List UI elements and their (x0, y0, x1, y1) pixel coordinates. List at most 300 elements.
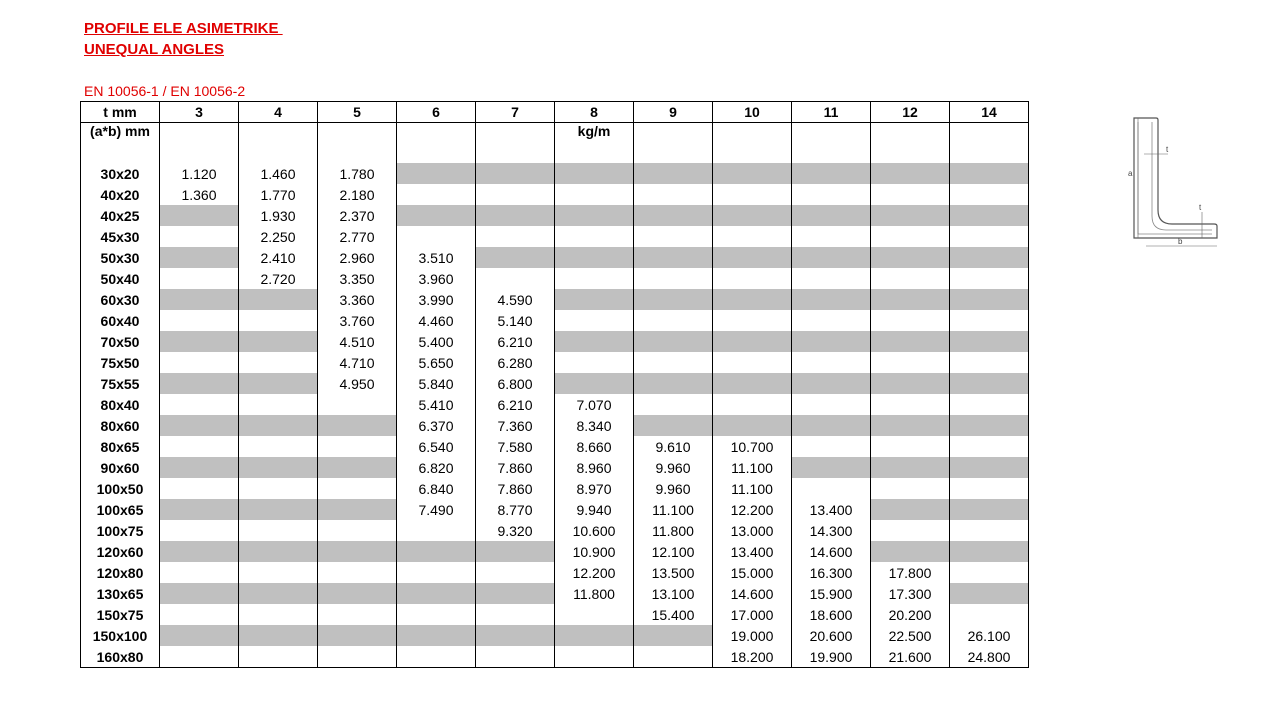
empty-cell (713, 205, 792, 226)
weight-cell: 14.300 (792, 520, 871, 541)
empty-cell (160, 205, 239, 226)
empty-cell (160, 247, 239, 268)
weight-cell: 8.970 (555, 478, 634, 499)
weight-cell: 6.840 (397, 478, 476, 499)
title-albanian: PROFILE ELE ASIMETRIKE (84, 20, 283, 37)
table-row (81, 436, 1029, 457)
empty-cell (871, 457, 950, 478)
weight-cell: 1.120 (160, 163, 239, 184)
weight-cell: 9.940 (555, 499, 634, 520)
weight-cell: 17.800 (871, 562, 950, 583)
empty-cell (476, 604, 555, 625)
empty-cell (160, 143, 239, 163)
thickness-column-header: 10 (713, 102, 792, 123)
empty-cell (634, 289, 713, 310)
empty-cell (160, 331, 239, 352)
empty-cell (318, 499, 397, 520)
empty-cell (239, 562, 318, 583)
weight-cell: 1.930 (239, 205, 318, 226)
empty-cell (160, 562, 239, 583)
empty-cell (792, 247, 871, 268)
weight-cell: 13.500 (634, 562, 713, 583)
empty-cell (792, 331, 871, 352)
empty-cell (634, 646, 713, 668)
empty-cell (160, 289, 239, 310)
empty-cell (160, 583, 239, 604)
empty-cell (871, 373, 950, 394)
empty-cell (950, 604, 1029, 625)
empty-cell (713, 310, 792, 331)
empty-cell (555, 352, 634, 373)
empty-cell (555, 373, 634, 394)
empty-cell (397, 541, 476, 562)
empty-cell (397, 163, 476, 184)
empty-cell (476, 583, 555, 604)
empty-cell (871, 123, 950, 144)
empty-cell (318, 415, 397, 436)
table-row (81, 457, 1029, 478)
weight-cell: 7.860 (476, 478, 555, 499)
weight-cell: 13.000 (713, 520, 792, 541)
empty-cell (476, 123, 555, 144)
empty-cell (871, 163, 950, 184)
weight-cell: 6.280 (476, 352, 555, 373)
empty-cell (476, 184, 555, 205)
empty-cell (713, 143, 792, 163)
row-size-label: 120x60 (81, 541, 160, 562)
weight-cell: 22.500 (871, 625, 950, 646)
thickness-column-header: 5 (318, 102, 397, 123)
empty-cell (397, 205, 476, 226)
title-english: UNEQUAL ANGLES (84, 41, 225, 58)
thickness-column-header: 12 (871, 102, 950, 123)
empty-cell (160, 373, 239, 394)
thickness-column-header: 8 (555, 102, 634, 123)
empty-cell (713, 331, 792, 352)
empty-cell (160, 268, 239, 289)
empty-cell (871, 143, 950, 163)
empty-cell (476, 625, 555, 646)
weight-cell: 8.660 (555, 436, 634, 457)
empty-cell (397, 226, 476, 247)
empty-cell (950, 457, 1029, 478)
row-size-label: 100x50 (81, 478, 160, 499)
empty-cell (160, 310, 239, 331)
empty-cell (950, 123, 1029, 144)
weight-cell: 11.100 (634, 499, 713, 520)
table-row (81, 289, 1029, 310)
weight-cell: 5.410 (397, 394, 476, 415)
thickness-column-header: 7 (476, 102, 555, 123)
empty-cell (871, 436, 950, 457)
empty-cell (950, 331, 1029, 352)
empty-cell (871, 268, 950, 289)
angle-profile-diagram (1124, 112, 1224, 252)
empty-cell (555, 604, 634, 625)
empty-cell (950, 562, 1029, 583)
empty-cell (792, 184, 871, 205)
empty-cell (397, 520, 476, 541)
empty-cell (555, 268, 634, 289)
empty-cell (871, 184, 950, 205)
table-row (81, 604, 1029, 625)
empty-cell (476, 268, 555, 289)
empty-cell (792, 163, 871, 184)
angle-inner-line (1138, 122, 1212, 234)
table-row (81, 646, 1029, 668)
empty-cell (871, 310, 950, 331)
unequal-angles-table (80, 101, 1029, 668)
empty-cell (318, 520, 397, 541)
empty-cell (713, 226, 792, 247)
empty-cell (634, 205, 713, 226)
empty-cell (160, 478, 239, 499)
row-size-label: 75x50 (81, 352, 160, 373)
empty-cell (792, 457, 871, 478)
empty-cell (160, 436, 239, 457)
table-row (81, 541, 1029, 562)
empty-cell (871, 331, 950, 352)
empty-cell (476, 247, 555, 268)
weight-cell: 8.960 (555, 457, 634, 478)
empty-cell (950, 394, 1029, 415)
spacer-row (81, 143, 1029, 163)
empty-cell (634, 310, 713, 331)
empty-cell (871, 205, 950, 226)
empty-cell (318, 541, 397, 562)
empty-cell (713, 415, 792, 436)
empty-cell (81, 143, 160, 163)
weight-cell: 20.600 (792, 625, 871, 646)
weight-cell: 5.650 (397, 352, 476, 373)
thickness-column-header: 14 (950, 102, 1029, 123)
empty-cell (239, 436, 318, 457)
weight-cell: 7.360 (476, 415, 555, 436)
row-size-label: 50x30 (81, 247, 160, 268)
empty-cell (318, 562, 397, 583)
thickness-column-header: 9 (634, 102, 713, 123)
empty-cell (634, 331, 713, 352)
empty-cell (792, 478, 871, 499)
weight-cell: 11.800 (634, 520, 713, 541)
empty-cell (239, 478, 318, 499)
empty-cell (713, 268, 792, 289)
empty-cell (792, 268, 871, 289)
weight-cell: 12.200 (713, 499, 792, 520)
empty-cell (713, 394, 792, 415)
row-size-label: 130x65 (81, 583, 160, 604)
empty-cell (160, 394, 239, 415)
weight-cell: 6.210 (476, 394, 555, 415)
label-t-right: t (1199, 203, 1202, 212)
empty-cell (871, 289, 950, 310)
empty-cell (160, 604, 239, 625)
empty-cell (713, 163, 792, 184)
empty-cell (950, 478, 1029, 499)
table-row (81, 625, 1029, 646)
weight-cell: 10.700 (713, 436, 792, 457)
weight-cell: 2.370 (318, 205, 397, 226)
weight-cell: 1.780 (318, 163, 397, 184)
empty-cell (871, 499, 950, 520)
weight-cell: 6.540 (397, 436, 476, 457)
weight-cell: 14.600 (713, 583, 792, 604)
weight-cell: 13.400 (792, 499, 871, 520)
empty-cell (634, 143, 713, 163)
table-row (81, 583, 1029, 604)
empty-cell (555, 226, 634, 247)
weight-cell: 13.400 (713, 541, 792, 562)
empty-cell (160, 415, 239, 436)
row-size-label: 50x40 (81, 268, 160, 289)
empty-cell (397, 143, 476, 163)
empty-cell (555, 247, 634, 268)
table-row (81, 415, 1029, 436)
weight-cell: 26.100 (950, 625, 1029, 646)
weight-cell: 6.370 (397, 415, 476, 436)
weight-cell: 17.300 (871, 583, 950, 604)
empty-cell (239, 625, 318, 646)
empty-cell (318, 583, 397, 604)
empty-cell (476, 226, 555, 247)
empty-cell (555, 289, 634, 310)
weight-cell: 3.760 (318, 310, 397, 331)
weight-cell: 4.590 (476, 289, 555, 310)
empty-cell (950, 247, 1029, 268)
weight-cell: 3.960 (397, 268, 476, 289)
empty-cell (160, 646, 239, 668)
empty-cell (239, 394, 318, 415)
empty-cell (476, 163, 555, 184)
weight-cell: 12.100 (634, 541, 713, 562)
weight-cell: 10.900 (555, 541, 634, 562)
weight-cell: 21.600 (871, 646, 950, 668)
empty-cell (792, 123, 871, 144)
empty-cell (950, 583, 1029, 604)
empty-cell (555, 143, 634, 163)
empty-cell (950, 226, 1029, 247)
empty-cell (397, 123, 476, 144)
row-size-label: 80x40 (81, 394, 160, 415)
weight-cell: 4.460 (397, 310, 476, 331)
empty-cell (239, 646, 318, 668)
weight-cell: 24.800 (950, 646, 1029, 668)
empty-cell (792, 415, 871, 436)
empty-cell (950, 499, 1029, 520)
row-size-label: 150x100 (81, 625, 160, 646)
empty-cell (713, 352, 792, 373)
empty-cell (792, 289, 871, 310)
table-row (81, 373, 1029, 394)
weight-cell: 1.360 (160, 184, 239, 205)
empty-cell (239, 331, 318, 352)
weight-cell: 4.710 (318, 352, 397, 373)
weight-cell: 7.580 (476, 436, 555, 457)
weight-cell: 17.000 (713, 604, 792, 625)
empty-cell (713, 373, 792, 394)
weight-cell: 12.200 (555, 562, 634, 583)
empty-cell (555, 331, 634, 352)
weight-cell: 1.770 (239, 184, 318, 205)
empty-cell (318, 394, 397, 415)
table-row (81, 247, 1029, 268)
empty-cell (792, 205, 871, 226)
weight-cell: 4.950 (318, 373, 397, 394)
thickness-label: t mm (81, 102, 160, 123)
empty-cell (318, 436, 397, 457)
empty-cell (239, 123, 318, 144)
weight-cell: 7.860 (476, 457, 555, 478)
empty-cell (555, 310, 634, 331)
angle-profile-outline (1134, 118, 1217, 238)
empty-cell (239, 520, 318, 541)
empty-cell (634, 184, 713, 205)
weight-cell: 6.210 (476, 331, 555, 352)
weight-cell: 15.000 (713, 562, 792, 583)
empty-cell (239, 373, 318, 394)
weight-cell: 15.900 (792, 583, 871, 604)
table-row (81, 163, 1029, 184)
empty-cell (160, 625, 239, 646)
weight-cell: 9.320 (476, 520, 555, 541)
thickness-column-header: 6 (397, 102, 476, 123)
empty-cell (160, 226, 239, 247)
empty-cell (950, 268, 1029, 289)
table-row (81, 226, 1029, 247)
table-row (81, 310, 1029, 331)
empty-cell (950, 352, 1029, 373)
weight-cell: 3.350 (318, 268, 397, 289)
weight-cell: 3.510 (397, 247, 476, 268)
weight-cell: 2.770 (318, 226, 397, 247)
weight-cell: 9.960 (634, 478, 713, 499)
empty-cell (792, 373, 871, 394)
empty-cell (397, 184, 476, 205)
empty-cell (634, 373, 713, 394)
empty-cell (634, 226, 713, 247)
table-row (81, 352, 1029, 373)
empty-cell (634, 163, 713, 184)
empty-cell (792, 394, 871, 415)
weight-cell: 18.200 (713, 646, 792, 668)
empty-cell (792, 310, 871, 331)
row-size-label: 90x60 (81, 457, 160, 478)
empty-cell (871, 415, 950, 436)
weight-cell: 5.400 (397, 331, 476, 352)
empty-cell (476, 143, 555, 163)
empty-cell (634, 625, 713, 646)
empty-cell (397, 625, 476, 646)
row-size-label: 45x30 (81, 226, 160, 247)
empty-cell (476, 541, 555, 562)
empty-cell (950, 520, 1029, 541)
empty-cell (160, 541, 239, 562)
table-row (81, 394, 1029, 415)
empty-cell (792, 352, 871, 373)
empty-cell (397, 562, 476, 583)
empty-cell (713, 289, 792, 310)
weight-cell: 19.900 (792, 646, 871, 668)
empty-cell (476, 562, 555, 583)
weight-cell: 15.400 (634, 604, 713, 625)
empty-cell (950, 436, 1029, 457)
empty-cell (318, 625, 397, 646)
angle-inner-line-2 (1152, 122, 1212, 230)
empty-cell (871, 394, 950, 415)
empty-cell (871, 247, 950, 268)
empty-cell (318, 646, 397, 668)
weight-cell: 2.960 (318, 247, 397, 268)
thickness-column-header: 4 (239, 102, 318, 123)
weight-cell: 14.600 (792, 541, 871, 562)
empty-cell (397, 583, 476, 604)
size-header-row (81, 123, 1029, 144)
weight-cell: 1.460 (239, 163, 318, 184)
weight-cell: 8.340 (555, 415, 634, 436)
empty-cell (318, 457, 397, 478)
empty-cell (950, 163, 1029, 184)
row-size-label: 150x75 (81, 604, 160, 625)
weight-cell: 13.100 (634, 583, 713, 604)
empty-cell (713, 247, 792, 268)
table-row (81, 520, 1029, 541)
table-row (81, 205, 1029, 226)
row-size-label: 40x20 (81, 184, 160, 205)
table-row (81, 562, 1029, 583)
empty-cell (871, 226, 950, 247)
empty-cell (634, 352, 713, 373)
row-size-label: 75x55 (81, 373, 160, 394)
thickness-header-row (81, 102, 1029, 123)
empty-cell (792, 436, 871, 457)
weight-cell: 3.360 (318, 289, 397, 310)
empty-cell (555, 163, 634, 184)
empty-cell (555, 184, 634, 205)
label-t-top: t (1166, 145, 1169, 154)
empty-cell (792, 143, 871, 163)
empty-cell (239, 289, 318, 310)
empty-cell (160, 520, 239, 541)
row-size-label: 80x60 (81, 415, 160, 436)
row-size-label: 70x50 (81, 331, 160, 352)
empty-cell (318, 604, 397, 625)
empty-cell (871, 352, 950, 373)
empty-cell (160, 457, 239, 478)
empty-cell (239, 352, 318, 373)
empty-cell (239, 415, 318, 436)
empty-cell (476, 646, 555, 668)
thickness-column-header: 11 (792, 102, 871, 123)
weight-cell: 2.180 (318, 184, 397, 205)
empty-cell (397, 646, 476, 668)
empty-cell (950, 541, 1029, 562)
empty-cell (239, 499, 318, 520)
empty-cell (871, 541, 950, 562)
row-size-label: 120x80 (81, 562, 160, 583)
weight-cell: 9.610 (634, 436, 713, 457)
weight-cell: 2.250 (239, 226, 318, 247)
empty-cell (318, 143, 397, 163)
weight-cell: 19.000 (713, 625, 792, 646)
weight-cell: 4.510 (318, 331, 397, 352)
empty-cell (950, 184, 1029, 205)
empty-cell (555, 625, 634, 646)
row-size-label: 60x40 (81, 310, 160, 331)
empty-cell (634, 247, 713, 268)
thickness-column-header: 3 (160, 102, 239, 123)
table-row (81, 268, 1029, 289)
row-size-label: 40x25 (81, 205, 160, 226)
